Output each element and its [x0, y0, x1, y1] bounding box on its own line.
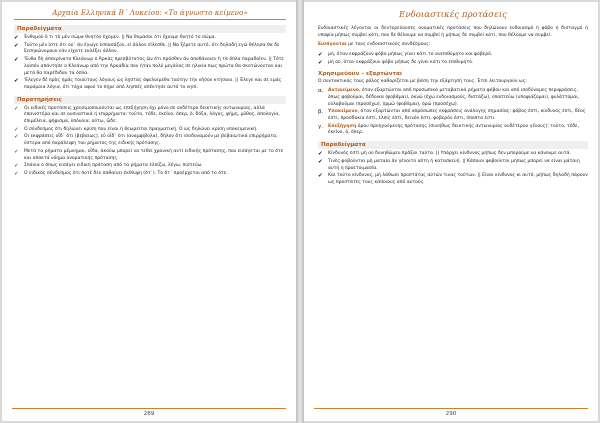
check-icon: ✓ — [14, 134, 19, 141]
intro-paragraph: Ενδοιαστικές λέγονται οι δευτερεύουσες ονοματικές προτάσεις που δηλώνουν ενδοιασμό ή φόβο ή δισταγμό ή υποψία μήπως συμβεί κάτι, που δε θέλουμε να συμβεί ή μήπως δε συμβεί κάτι, που θέλουμε να συμβεί. — [318, 26, 588, 38]
notes-heading: Παρατηρήσεις — [14, 96, 286, 104]
list-item: ✔ Κίνδυνός ἐστὶ μὴ οὐ δυνηθῶμεν πρᾶξαι ταῦτα. || Υπάρχει κίνδυνος μήπως δεν μπορούμε να κάνουμε αυτά. — [318, 151, 571, 158]
list-item: ✓ Ο σύνδεσμος ὅτι δηλώνει κρίση που είναι ή θεωρείται πραγματική. Ο ὡς δηλώνει κρίση υποκειμενική. — [14, 126, 258, 133]
examples-list — [318, 151, 588, 187]
check-icon: ✓ — [14, 126, 19, 133]
examples-heading: Παραδείγματα — [318, 141, 588, 149]
list-item: α. Αντικείμενο, όταν εξαρτώνται από προσωπικά μεταβατικά ρήματα φόβου και από ισοδύναμες περιφράσεις, όπως φοβοῦμαι, δέδοικα (φοβᾶμαι), ὀκνῶ (έχω ενδοιασμούς, διστάζω), ὑποπτεύω (υποψιάζομαι), φυλάττομαι, εὐλαβοῦμαι (προσέχω), ὁρμῶ (φοβᾶμαι), ὁρῶ (προσέχω). — [318, 88, 580, 107]
checkmark-icon: ✔ — [14, 35, 19, 41]
list-item: ✔ Ἔλεγεν δὲ πρὸς ἡμᾶς τοιούτους λόγους ὡς λῃστὰς ἀφελοίμεθα ταύτην τὴν νῆσον κτήσαιο. || Έλεγε και σε εμάς παρόμοια λόγια, ότι τάχα αφού το πήρε από λησπές απέκτησε αυτό το νησί. — [14, 78, 282, 90]
intro-conjunctions: Εισάγονται με τους ενδοιαστικούς συνδέσμους: — [318, 42, 431, 48]
page-left — [2, 2, 296, 421]
list-item: ✔ Τινὲς φοβοῦνται μὴ ματαία ἂν γένοιτο αὕτη ἡ κατασκευή. || Κάποιοι φοβούνται μήπως μπορεί να είναι μάταιη αυτή η προετοιμασία. — [318, 158, 580, 171]
page-number: 290 — [314, 408, 588, 417]
list-item: ✓ Μετά τα ρήματα μέμνημαι, οἶδα, ἀκούω μπορεί να τεθεί χρονική αντί ειδικής πρότασης, που εισάγεται με το ὅτε και αποκτά νόημα ονοματικής πρότασης. — [14, 148, 284, 161]
checkmark-icon: ✔ — [318, 59, 323, 66]
checkmark-icon: ✔ — [14, 78, 19, 85]
check-icon: ✓ — [14, 148, 19, 155]
checkmark-icon: ✔ — [318, 52, 323, 59]
checkmark-icon: ✔ — [318, 158, 323, 165]
notes-list — [14, 106, 286, 178]
list-item: ✓ Ο ειδικός σύνδεσμος ὅτι ποτέ δεν παθαίνει έκθλιψη (ὅτ᾽). Το ὅτ᾽ προέρχεται από το ὅτε. — [14, 170, 228, 177]
check-icon: ✓ — [14, 170, 19, 177]
checkmark-icon: ✔ — [14, 57, 19, 64]
list-item: ✔ μὴ οὐ, όταν εκφράζουν φόβο μήπως δε γίνει κάτι το επιθυμητό. — [318, 59, 474, 66]
examples-heading: Παραδείγματα — [14, 25, 286, 33]
list-item: β. Υποκείμενο, όταν εξαρτώνται από απρόσωπες εκφράσεις ανάλογης σημασίας: φόβος ἐστί, κίνδυνός ἐστι, δέος ἐστί, προσδοκία ἐστί, ἐλπίς ἐστί, δεινόν ἐστι, φοβερόν ἐστι, ὕποπτα ἐστι. — [318, 109, 586, 122]
list-item: ✓ Οι ειδικές προτάσεις χρησιμοποιούνται ως επεξήγηση όχι μόνο σε ουδέτερο δεικτικής αντωνυμίας, αλλά επανιστέρα και σε ουσιαστικά ή επιρρήματα: τοῦτο, τόδε, ἐκεῖνο, ὅπερ, ὅ, δόξα, λόγος, φήμη, μῦθος, ἀπολογία, ἐπιμέλεια, ψήφισμα, ὑπόνοια, οὕτω, ὧδε. — [14, 105, 280, 125]
book-gutter — [296, 0, 304, 423]
page-right — [304, 2, 598, 421]
running-head: Αρχαία Ελληνικά Β΄ Λυκείου: «Το άγνωστο κείμενο» — [14, 8, 286, 20]
list-item: ✔ μή, όταν εκφράζουν φόβο μήπως γίνει κάτι το ανεπιθύμητο και φοβερό. — [318, 52, 493, 59]
check-icon: ✓ — [14, 163, 19, 170]
list-item: ✓ Σπάνια ο ὅπως εισάγει ειδική πρόταση από τα ρήματα ἐλπίζω, λέγω, πιστεύω. — [14, 163, 203, 170]
usage-intro: Ο συντακτικός τους ρόλος καθορίζεται με βάση την εξάρτησή τους. Έτσι λειτουργούν ως: — [318, 78, 527, 84]
usage-heading: Χρησιμεύουν – εξαρτώνται — [318, 70, 403, 77]
usage-list — [318, 88, 588, 137]
list-item: ✔ Τοῦτο μὲν ἴστε ὅτι οὐ᾽ ἂν ἔγωγε ἐσπασάζον, εἰ ἄλλον εἵλεσθε. || Να ξέρετε αυτό, ότι δηλαδή εγώ θέλησα θα δε ξεσηκώνομουν εάν είχατε εκλέξει άλλον. — [14, 42, 280, 55]
check-icon: ✓ — [14, 105, 19, 112]
checkmark-icon: ✔ — [318, 151, 323, 158]
list-item: ✔ Ἔνθα δὴ ἀπεκρίνατο Κλεάνωρ ὁ Ἀρκὰς πρεσβύτατος ὢν ὅτι πρόσθεν ἂν ἀποθάνοιεν ἢ τὰ ὅπλα παραδοῖεν. || Τότε λοιπόν απάντησε ο Κλεάνωρ από την Αρκαδία που ήταν πολύ μεγάλος σε ηλικία πως πρώτα θα σκοτώνονταν και μετά θα παρέδιδαν τα όπλα. — [14, 57, 284, 76]
checkmark-icon: ✔ — [14, 42, 19, 49]
list-item: ✔ Καὶ τοῦτο κίνδυνος, μὴ λάθωσι προστάτας αὐτῶν τινας τούτων. || Είναι κίνδυνος κι αυτό, μήπως δηλαδή πάρουν ως προστάτες τους κάποιους από αυτούς. — [318, 173, 588, 185]
conjunctions-list — [318, 52, 588, 66]
page-number: 289 — [12, 408, 286, 417]
list-item: ✔ Ἐνθυμοῦ ὅ τι τὸ μὲν σῶμα θνητὸν ἔχομεν. || Να θυμάσαι ότι έχουμε θνητό το σώμα. — [14, 35, 217, 41]
page-title: Ενδοιαστικές προτάσεις — [399, 10, 507, 20]
checkmark-icon: ✔ — [318, 173, 323, 180]
list-item: γ. Επεξήγηση όρου προηγούμενης πρότασης (συνήθως δεικτικής αντωνυμίας ουδέτερου γένους): τοῦτο, τόδε, ἐκεῖνο, ὅ, ὅπερ. — [318, 123, 580, 136]
examples-list — [14, 35, 286, 92]
list-item: ✓ Οι εκφράσεις οἶδ᾽ ὅτι (βεβαίως), εὖ οἶδ᾽ ὅτι (αναμφίβολα), δῆλον ὅτι ισοδυναμούν με βεβαιωτικά επιρρήματα, ύστερα από παράλειψη του ρήματος της ειδικής πρότασης. — [14, 134, 278, 147]
